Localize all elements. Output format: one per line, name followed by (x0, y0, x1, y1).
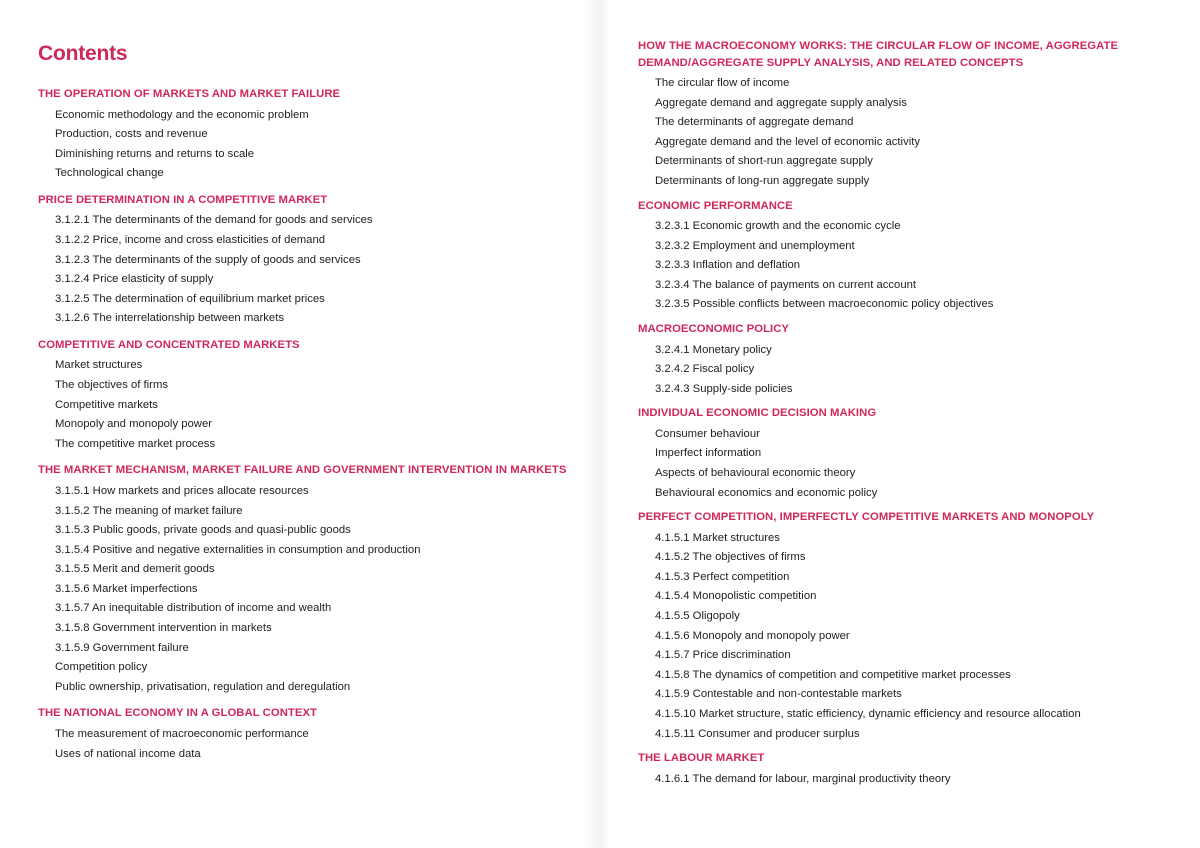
toc-entry[interactable]: Production, costs and revenue (55, 128, 208, 141)
toc-entry[interactable]: 3.2.3.1 Economic growth and the economic cycle (655, 220, 901, 233)
toc-section (638, 38, 1180, 192)
toc-entry[interactable]: 3.1.5.5 Merit and demerit goods (55, 563, 215, 576)
toc-entry[interactable]: 4.1.5.5 Oligopoly (655, 610, 740, 623)
toc-entry[interactable]: 3.1.2.6 The interrelationship between markets (55, 312, 284, 325)
toc-section (638, 198, 1180, 315)
toc-entry[interactable]: 4.1.5.3 Perfect competition (655, 570, 790, 583)
toc-entry[interactable]: 3.1.2.1 The determinants of the demand for goods and services (55, 214, 373, 227)
section-heading[interactable]: PRICE DETERMINATION IN A COMPETITIVE MARKET (38, 193, 328, 206)
section-heading[interactable]: PERFECT COMPETITION, IMPERFECTLY COMPETITIVE MARKETS AND MONOPOLY (638, 511, 1095, 524)
section-heading[interactable]: THE MARKET MECHANISM, MARKET FAILURE AND GOVERNMENT INTERVENTION IN MARKETS (38, 464, 567, 477)
toc-entry[interactable]: 3.2.4.1 Monetary policy (655, 343, 772, 356)
section-heading[interactable]: ECONOMIC PERFORMANCE (638, 199, 793, 212)
section-heading[interactable]: HOW THE MACROECONOMY WORKS: THE CIRCULAR FLOW OF INCOME, AGGREGATE DEMAND/AGGREGATE SUPPLY ANALYSIS, AND RELATED CONCEPTS (638, 40, 1119, 69)
toc-entry[interactable]: Behavioural economics and economic policy (655, 486, 878, 499)
left-sections (38, 86, 580, 764)
toc-section (38, 705, 580, 764)
toc-entry[interactable]: 3.1.5.1 How markets and prices allocate resources (55, 484, 309, 497)
toc-section (38, 462, 580, 697)
toc-entry[interactable]: 3.1.5.8 Government intervention in markets (55, 622, 272, 635)
toc-entry[interactable]: 3.2.3.2 Employment and unemployment (655, 239, 855, 252)
toc-section (638, 509, 1180, 744)
toc-entry[interactable]: Aggregate demand and aggregate supply analysis (655, 96, 907, 109)
toc-entry[interactable]: Economic methodology and the economic problem (55, 108, 309, 121)
toc-entry[interactable]: 3.2.3.3 Inflation and deflation (655, 259, 801, 272)
toc-entry[interactable]: 4.1.5.2 The objectives of firms (655, 551, 806, 564)
toc-entry[interactable]: 3.1.5.9 Government failure (55, 641, 189, 654)
toc-entry[interactable]: Monopoly and monopoly power (55, 418, 212, 431)
toc-entry[interactable]: The competitive market process (55, 437, 216, 450)
toc-entry[interactable]: Uses of national income data (55, 747, 201, 760)
toc-entry[interactable]: 3.1.2.4 Price elasticity of supply (55, 273, 214, 286)
toc-entry[interactable]: Aggregate demand and the level of economic activity (655, 135, 921, 148)
toc-entry[interactable]: 3.1.5.4 Positive and negative externalities in consumption and production (55, 543, 421, 556)
right-sections (638, 38, 1180, 789)
toc-entry[interactable]: 3.1.5.3 Public goods, private goods and quasi-public goods (55, 524, 351, 537)
section-items (638, 74, 1180, 192)
toc-entry[interactable]: Determinants of long-run aggregate supply (655, 174, 870, 187)
toc-entry[interactable]: 4.1.5.4 Monopolistic competition (655, 590, 817, 603)
section-items (38, 106, 580, 184)
toc-section (638, 321, 1180, 399)
toc-entry[interactable]: 4.1.5.6 Monopoly and monopoly power (655, 629, 850, 642)
section-heading[interactable]: MACROECONOMIC POLICY (638, 323, 789, 336)
toc-entry[interactable]: Technological change (55, 167, 164, 180)
toc-entry[interactable]: Competitive markets (55, 398, 158, 411)
toc-section (38, 337, 580, 454)
section-items (38, 725, 580, 764)
section-items (38, 211, 580, 329)
toc-entry[interactable]: The objectives of firms (55, 379, 169, 392)
toc-entry[interactable]: Competition policy (55, 661, 148, 674)
toc-entry[interactable]: 3.1.2.3 The determinants of the supply of goods and services (55, 253, 361, 266)
section-items (38, 356, 580, 454)
toc-entry[interactable]: Diminishing returns and returns to scale (55, 147, 255, 160)
toc-entry[interactable]: 3.1.5.2 The meaning of market failure (55, 504, 243, 517)
section-items (638, 217, 1180, 315)
toc-section (38, 86, 580, 184)
section-heading[interactable]: THE NATIONAL ECONOMY IN A GLOBAL CONTEXT (38, 707, 317, 720)
toc-entry[interactable]: 4.1.5.10 Market structure, static efficiency, dynamic efficiency and resource allocation (655, 708, 1081, 721)
section-heading[interactable]: THE OPERATION OF MARKETS AND MARKET FAILURE (38, 88, 341, 100)
section-items (638, 341, 1180, 400)
toc-entry[interactable]: 3.2.3.5 Possible conflicts between macroeconomic policy objectives (655, 298, 994, 311)
toc-entry[interactable]: 3.1.2.2 Price, income and cross elasticities of demand (55, 233, 326, 246)
section-items (638, 770, 1180, 790)
page-title: Contents (38, 42, 128, 65)
toc-entry[interactable]: 4.1.5.7 Price discrimination (655, 649, 791, 662)
section-heading[interactable]: COMPETITIVE AND CONCENTRATED MARKETS (38, 338, 300, 351)
toc-entry[interactable]: The determinants of aggregate demand (655, 116, 854, 129)
toc-entry[interactable]: The measurement of macroeconomic performance (55, 727, 309, 740)
section-items (638, 529, 1180, 745)
section-heading[interactable]: THE LABOUR MARKET (638, 752, 765, 765)
toc-entry[interactable]: 3.1.5.6 Market imperfections (55, 582, 198, 595)
toc-entry[interactable]: 4.1.5.11 Consumer and producer surplus (655, 727, 860, 740)
toc-section (638, 405, 1180, 503)
toc-entry[interactable]: Aspects of behavioural economic theory (655, 467, 856, 479)
toc-entry[interactable]: 3.1.2.5 The determination of equilibrium market prices (55, 292, 325, 305)
toc-entry[interactable]: 3.2.4.3 Supply-side policies (655, 382, 793, 395)
toc-entry[interactable]: Determinants of short-run aggregate supply (655, 155, 873, 168)
toc-section (638, 750, 1180, 789)
section-items (638, 425, 1180, 503)
toc-entry[interactable]: The circular flow of income (655, 77, 790, 89)
toc-entry[interactable]: 3.2.3.4 The balance of payments on current account (655, 278, 917, 291)
toc-entry[interactable]: Consumer behaviour (655, 427, 760, 440)
toc-entry[interactable]: 4.1.5.8 The dynamics of competition and competitive market processes (655, 668, 1011, 681)
right-page (600, 0, 1200, 848)
toc-entry[interactable]: 4.1.6.1 The demand for labour, marginal productivity theory (655, 772, 951, 785)
toc-entry[interactable]: 4.1.5.1 Market structures (655, 531, 780, 544)
toc-entry[interactable]: 3.1.5.7 An inequitable distribution of income and wealth (55, 602, 332, 615)
section-items (38, 482, 580, 698)
toc-entry[interactable]: Public ownership, privatisation, regulation and deregulation (55, 680, 351, 693)
toc-entry[interactable]: Imperfect information (655, 447, 762, 460)
toc-section (38, 192, 580, 329)
toc-entry[interactable]: Market structures (55, 359, 143, 372)
section-heading[interactable]: INDIVIDUAL ECONOMIC DECISION MAKING (638, 407, 877, 420)
toc-entry[interactable]: 4.1.5.9 Contestable and non-contestable markets (655, 688, 902, 701)
toc-entry[interactable]: 3.2.4.2 Fiscal policy (655, 363, 755, 376)
